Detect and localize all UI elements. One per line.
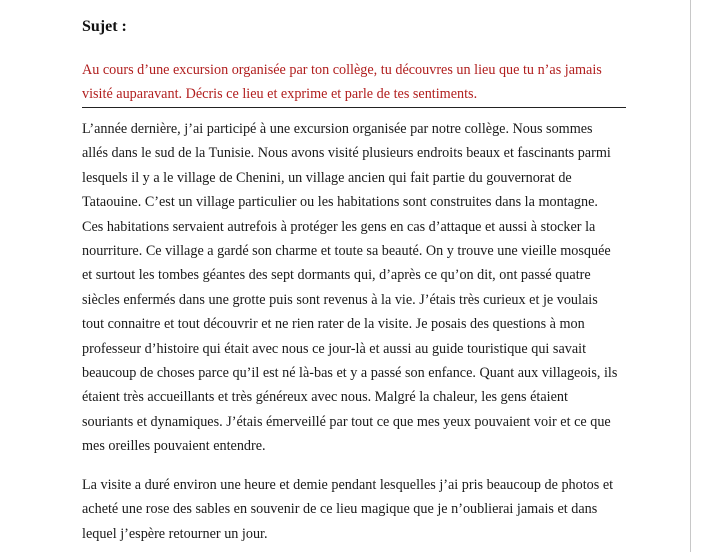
paragraph-line: Tataouine. C’est un village particulier ou les habitations sont construites dans la montagne. — [82, 194, 598, 211]
paragraph-line: beaucoup de choses parce qu’il est né là-bas et y a passé son enfance. Quant aux villageois, ils — [82, 365, 618, 382]
paragraph-line: L’année dernière, j’ai participé à une excursion organisée par notre collège. Nous sommes — [82, 121, 593, 137]
paragraph-line: Ces habitations servaient autrefois à protéger les gens en cas d’attaque et aussi à stocker la — [82, 218, 596, 235]
paragraph-line: acheté une rose des sables en souvenir de ce lieu magique que je n’oublierai jamais et dans — [82, 501, 598, 518]
prompt-line: visité auparavant. Décris ce lieu et exprime et parle de tes sentiments. — [82, 86, 478, 102]
essay-paragraph-2 — [82, 473, 642, 546]
subject-label: Sujet : — [82, 18, 127, 35]
paragraph-line: et surtout les tombes géantes des sept dormants qui, d’après ce qu’on dit, ont passé quatre — [82, 267, 591, 284]
paragraph-line: La visite a duré environ une heure et demie pendant lesquelles j’ai pris beaucoup de photos et — [82, 477, 614, 493]
paragraph-line: lequel j’espère retourner un jour. — [82, 525, 268, 542]
paragraph-line: professeur d’histoire qui était avec nous ce jour-là et aussi au guide touristique qui savait — [82, 340, 587, 357]
page-edge — [690, 0, 691, 552]
divider-rule — [82, 107, 626, 108]
paragraph-line: tout connaitre et tout découvrir et ne rien rater de la visite. Je posais des questions à mon — [82, 316, 585, 333]
subject-prompt — [82, 58, 642, 106]
prompt-line: Au cours d’une excursion organisée par ton collège, tu découvres un lieu que tu n’as jamais — [82, 62, 602, 78]
paragraph-line: étaient très accueillants et très généreux avec nous. Malgré la chaleur, les gens étaient — [82, 389, 568, 406]
paragraph-line: lesquels il y a le village de Chenini, un village ancien qui fait partie du gouvernorat de — [82, 169, 572, 186]
paragraph-line: allés dans le sud de la Tunisie. Nous avons visité plusieurs endroits beaux et fascinants parmi — [82, 145, 611, 162]
paragraph-line: siècles enfermés dans une grotte puis sont revenus à la vie. J’étais très curieux et je voulais — [82, 291, 598, 308]
paragraph-line: mes oreilles pouvaient entendre. — [82, 438, 266, 455]
paragraph-line: souriants et dynamiques. J’étais émerveillé par tout ce que mes yeux pouvaient voir et ce que — [82, 413, 611, 430]
essay-paragraph-1 — [82, 117, 642, 459]
paragraph-line: nourriture. Ce village a gardé son charme et toute sa beauté. On y trouve une vieille mosquée — [82, 243, 611, 260]
